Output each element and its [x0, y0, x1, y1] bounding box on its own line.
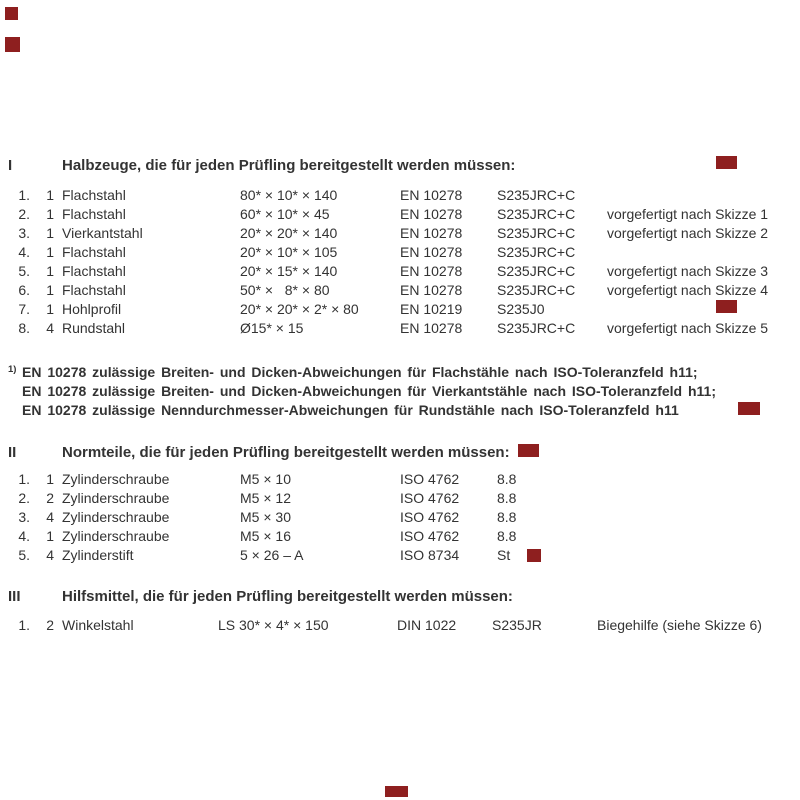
section-heading-normteile: [0, 443, 800, 462]
cell-grade: S235J0: [497, 301, 545, 317]
cell-index: 1.: [18, 617, 30, 633]
cell-name: Flachstahl: [62, 244, 126, 260]
cell-remark: [607, 508, 800, 527]
cell-grade: S235JRC+C: [497, 206, 576, 222]
cell-name: Flachstahl: [62, 282, 126, 298]
cell-qty: 1: [46, 206, 54, 222]
cell-remark: vorgefertigt nach Skizze 1: [607, 206, 769, 222]
cell-standard: DIN 1022: [397, 617, 457, 633]
redaction-mark: [5, 7, 18, 20]
cell-index: 1.: [18, 471, 30, 487]
redaction-mark: [518, 444, 539, 457]
cell-name: Hohlprofil: [62, 301, 122, 317]
cell-standard: ISO 4762: [400, 509, 460, 525]
cell-qty: 1: [46, 282, 54, 298]
table-row: [0, 205, 800, 224]
table-row: [0, 186, 800, 205]
cell-index: 5.: [18, 547, 30, 563]
redaction-mark: [527, 549, 541, 562]
cell-remark: vorgefertigt nach Skizze 2: [607, 225, 769, 241]
section-heading-hilfsmittel: [0, 587, 800, 606]
section-rows-normteile: [0, 470, 800, 565]
cell-index: 7.: [18, 301, 30, 317]
section-title: Normteile, die für jeden Prüfling bereitgestellt werden müssen:: [62, 444, 510, 461]
cell-standard: ISO 4762: [400, 471, 460, 487]
footnote-line: [0, 360, 800, 382]
footnote-text: EN 10278 zulässige Nenndurchmesser-Abweichungen für Rundstähle nach ISO-Toleranzfeld h11: [22, 402, 679, 418]
redaction-mark: [716, 156, 737, 169]
cell-qty: 1: [46, 471, 54, 487]
section-numeral: II: [8, 444, 17, 461]
cell-dims: M5 × 30: [240, 509, 291, 525]
cell-remark: [607, 527, 800, 546]
cell-qty: 1: [46, 263, 54, 279]
section-rows-hilfsmittel: [0, 616, 800, 635]
cell-dims: 80* × 10* × 140: [240, 187, 338, 203]
section-numeral: I: [8, 157, 13, 174]
cell-grade: S235JRC+C: [497, 187, 576, 203]
cell-standard: ISO 8734: [400, 547, 460, 563]
cell-dims: Ø15* × 15: [240, 320, 304, 336]
footnote-line: [0, 382, 800, 401]
cell-dims: M5 × 10: [240, 471, 291, 487]
table-row: [0, 489, 800, 508]
cell-index: 1.: [18, 187, 30, 203]
cell-remark: [607, 470, 800, 489]
cell-standard: ISO 4762: [400, 490, 460, 506]
table-row: [0, 243, 800, 262]
section-rows-halbzeuge: [0, 186, 800, 338]
cell-standard: EN 10219: [400, 301, 463, 317]
cell-remark: vorgefertigt nach Skizze 3: [607, 263, 769, 279]
section-heading-halbzeuge: [0, 156, 800, 175]
cell-name: Flachstahl: [62, 187, 126, 203]
table-row: [0, 508, 800, 527]
footnote-block: [0, 360, 800, 420]
cell-standard: EN 10278: [400, 282, 463, 298]
redaction-mark: [5, 37, 20, 52]
table-row: [0, 616, 800, 635]
footnote-marker: 1): [8, 364, 17, 375]
cell-name: Zylinderstift: [62, 547, 134, 563]
cell-remark: [607, 489, 800, 508]
cell-index: 3.: [18, 509, 30, 525]
table-row: [0, 300, 800, 319]
cell-qty: 4: [46, 547, 54, 563]
cell-qty: 1: [46, 301, 54, 317]
cell-qty: 4: [46, 320, 54, 336]
cell-index: 8.: [18, 320, 30, 336]
cell-grade: S235JRC+C: [497, 244, 576, 260]
cell-name: Flachstahl: [62, 263, 126, 279]
cell-dims: 5 × 26 – A: [240, 547, 304, 563]
cell-index: 4.: [18, 244, 30, 260]
cell-standard: EN 10278: [400, 320, 463, 336]
cell-remark: [607, 243, 800, 262]
cell-name: Rundstahl: [62, 320, 126, 336]
cell-dims: 50* × 8* × 80: [240, 282, 330, 298]
cell-qty: 2: [46, 617, 54, 633]
cell-index: 2.: [18, 490, 30, 506]
redaction-mark: [738, 402, 760, 415]
table-row: [0, 262, 800, 281]
table-row: [0, 319, 800, 338]
cell-dims: 20* × 15* × 140: [240, 263, 338, 279]
cell-standard: ISO 4762: [400, 528, 460, 544]
cell-index: 5.: [18, 263, 30, 279]
footnote-text: EN 10278 zulässige Breiten- und Dicken-Abweichungen für Vierkantstähle nach ISO-Toleranzfeld h11;: [22, 383, 716, 399]
cell-grade: 8.8: [497, 471, 517, 487]
cell-grade: S235JRC+C: [497, 263, 576, 279]
cell-index: 2.: [18, 206, 30, 222]
cell-remark: [607, 300, 800, 319]
cell-grade: S235JRC+C: [497, 282, 576, 298]
cell-dims: 60* × 10* × 45: [240, 206, 330, 222]
cell-standard: EN 10278: [400, 225, 463, 241]
cell-qty: 1: [46, 244, 54, 260]
cell-dims: M5 × 12: [240, 490, 291, 506]
table-row: [0, 470, 800, 489]
cell-remark: [607, 186, 800, 205]
cell-qty: 1: [46, 225, 54, 241]
cell-grade: 8.8: [497, 528, 517, 544]
table-row: [0, 527, 800, 546]
footnote-text: EN 10278 zulässige Breiten- und Dicken-Abweichungen für Flachstähle nach ISO-Toleranzfeld h11;: [22, 364, 698, 380]
cell-name: Zylinderschraube: [62, 471, 170, 487]
cell-dims: LS 30* × 4* × 150: [218, 617, 329, 633]
cell-standard: EN 10278: [400, 206, 463, 222]
cell-dims: 20* × 20* × 140: [240, 225, 338, 241]
table-row: [0, 281, 800, 300]
cell-remark: vorgefertigt nach Skizze 5: [607, 320, 769, 336]
section-title: Hilfsmittel, die für jeden Prüfling bereitgestellt werden müssen:: [62, 588, 513, 605]
table-row: [0, 546, 800, 565]
cell-qty: 4: [46, 509, 54, 525]
cell-name: Vierkantstahl: [62, 225, 143, 241]
cell-index: 4.: [18, 528, 30, 544]
cell-remark: vorgefertigt nach Skizze 4: [607, 282, 769, 298]
cell-grade: S235JRC+C: [497, 225, 576, 241]
redaction-mark: [716, 300, 737, 313]
cell-name: Winkelstahl: [62, 617, 134, 633]
cell-remark: [607, 546, 800, 565]
cell-index: 6.: [18, 282, 30, 298]
section-numeral: III: [8, 588, 21, 605]
cell-index: 3.: [18, 225, 30, 241]
section-title: Halbzeuge, die für jeden Prüfling bereitgestellt werden müssen:: [62, 157, 516, 174]
redaction-mark: [385, 786, 408, 797]
cell-qty: 1: [46, 187, 54, 203]
footnote-line: [0, 401, 800, 420]
cell-qty: 1: [46, 528, 54, 544]
cell-remark: Biegehilfe (siehe Skizze 6): [597, 617, 762, 633]
cell-standard: EN 10278: [400, 187, 463, 203]
cell-name: Flachstahl: [62, 206, 126, 222]
cell-grade: S235JR: [492, 617, 542, 633]
cell-grade: St: [497, 547, 511, 563]
cell-qty: 2: [46, 490, 54, 506]
cell-dims: M5 × 16: [240, 528, 291, 544]
cell-grade: 8.8: [497, 509, 517, 525]
cell-name: Zylinderschraube: [62, 509, 170, 525]
cell-grade: S235JRC+C: [497, 320, 576, 336]
cell-standard: EN 10278: [400, 244, 463, 260]
cell-standard: EN 10278: [400, 263, 463, 279]
cell-dims: 20* × 10* × 105: [240, 244, 338, 260]
table-row: [0, 224, 800, 243]
cell-dims: 20* × 20* × 2* × 80: [240, 301, 359, 317]
cell-grade: 8.8: [497, 490, 517, 506]
cell-name: Zylinderschraube: [62, 490, 170, 506]
cell-name: Zylinderschraube: [62, 528, 170, 544]
